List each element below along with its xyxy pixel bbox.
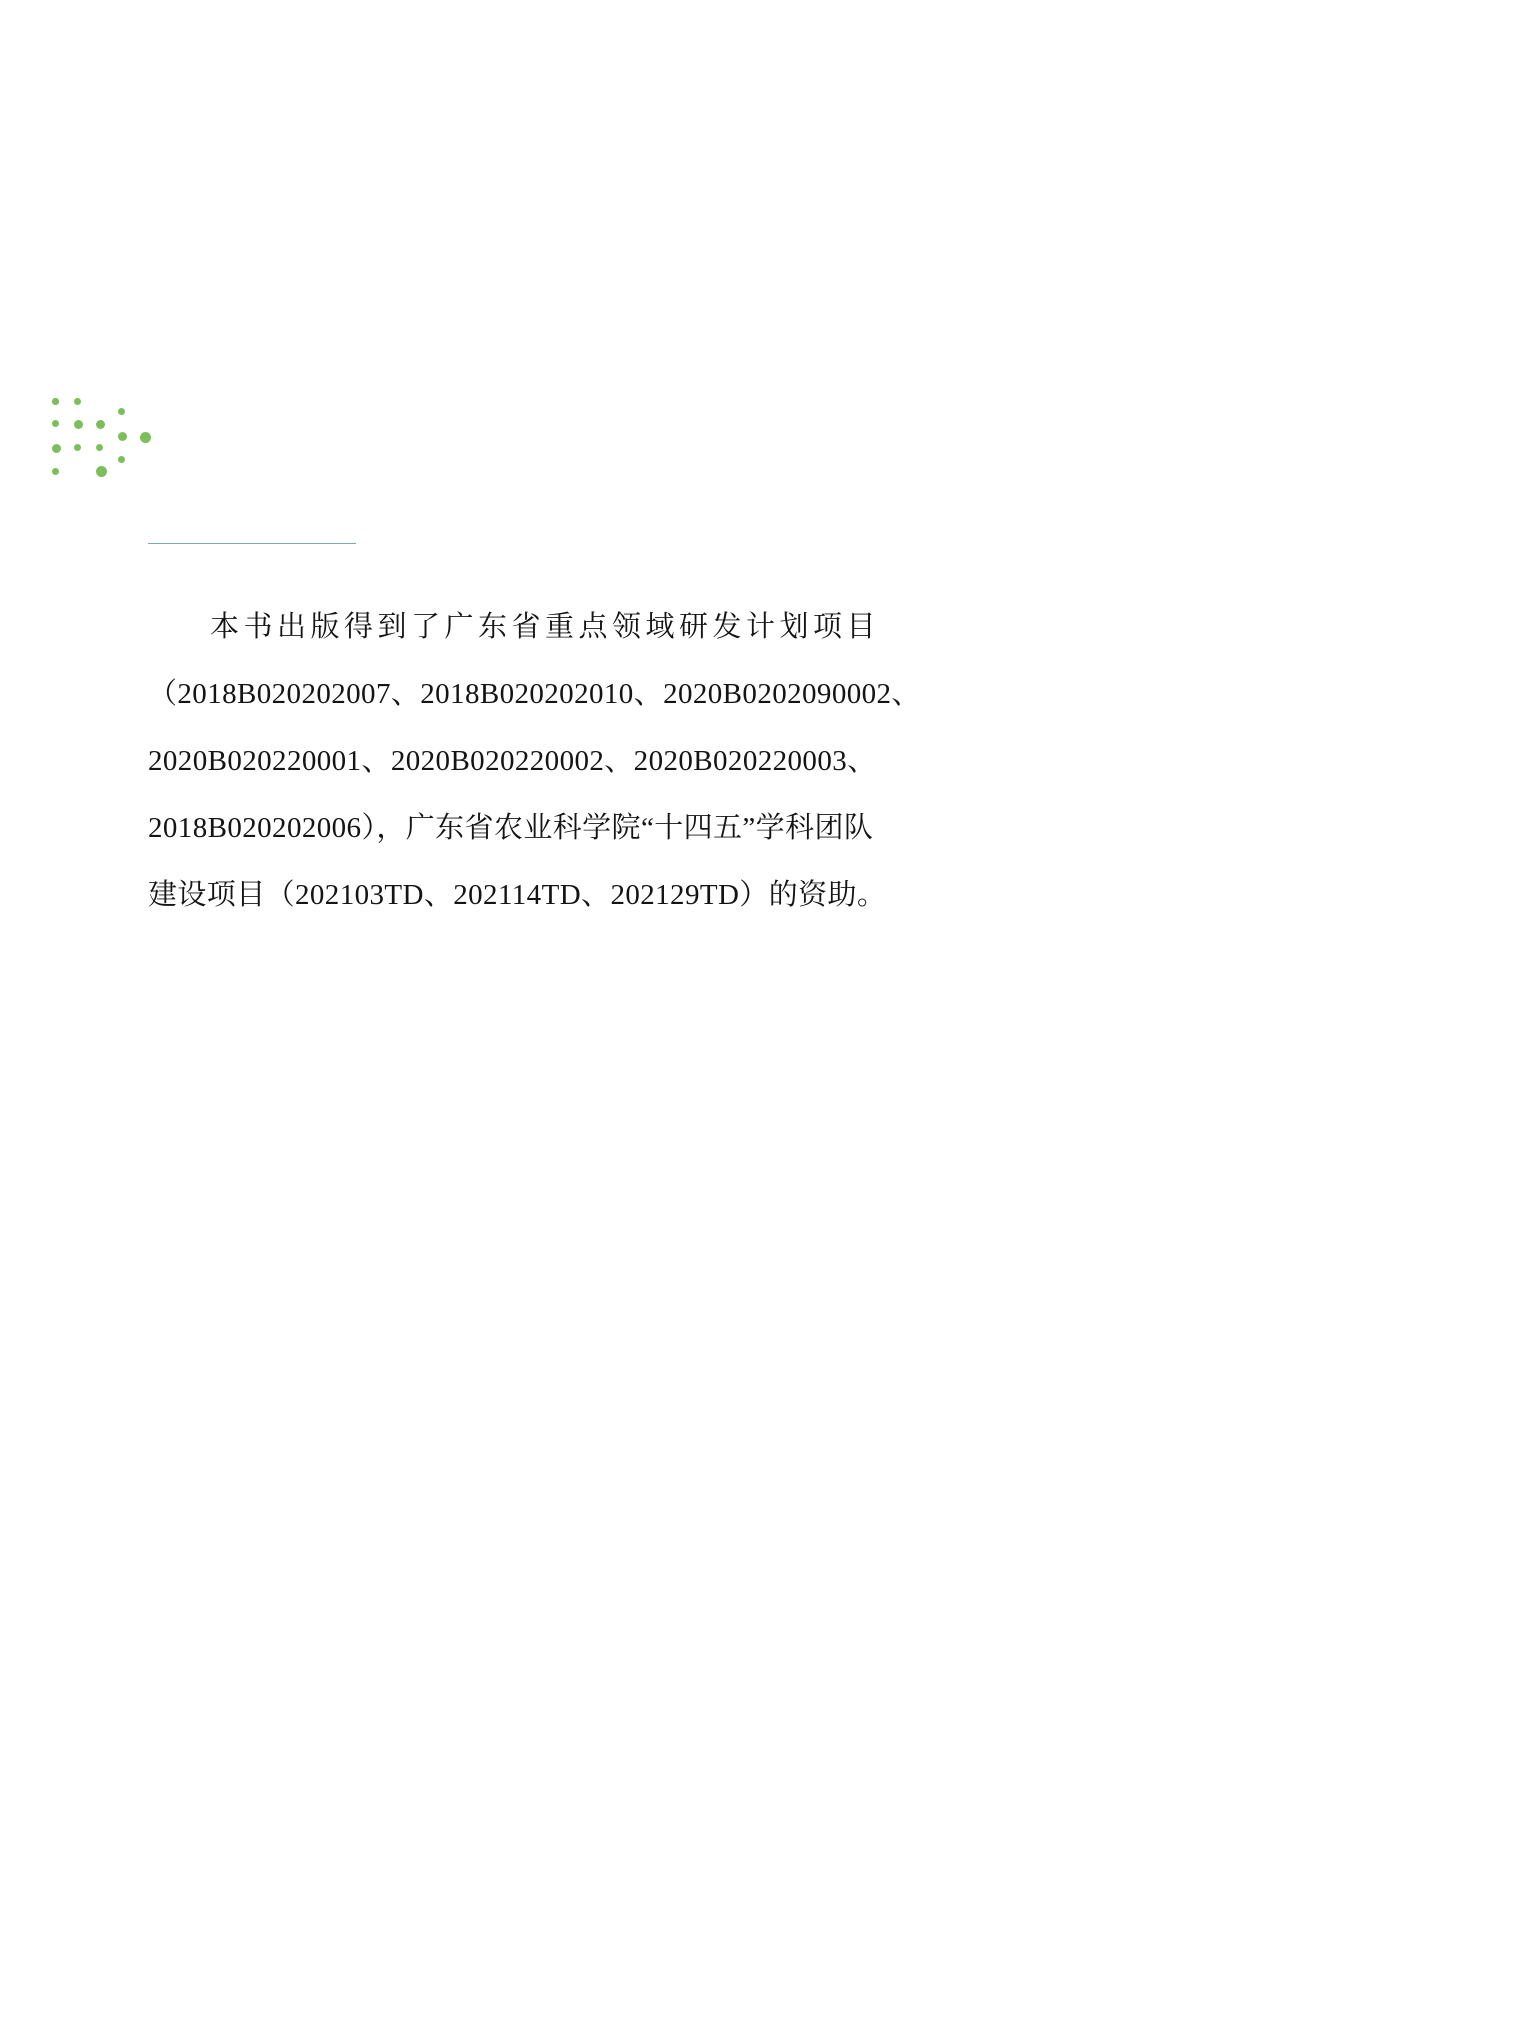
funding-line-5: 建设项目（202103TD、202114TD、202129TD）的资助。 (148, 879, 887, 911)
funding-line-4: 2018B020202006），广东省农业科学院“十四五”学科团队 (148, 812, 874, 844)
funding-statement (148, 594, 1078, 929)
dotted-chevron-ornament (52, 398, 162, 498)
horizontal-rule-divider (148, 543, 356, 544)
funding-line-1: 本书出版得到了广东省重点领域研发计划项目 (210, 611, 881, 643)
funding-line-3: 2020B020220001、2020B020220002、2020B020220003、 (148, 745, 877, 777)
funding-line-2: （2018B020202007、2018B020202010、2020B0202090002、 (148, 678, 921, 710)
